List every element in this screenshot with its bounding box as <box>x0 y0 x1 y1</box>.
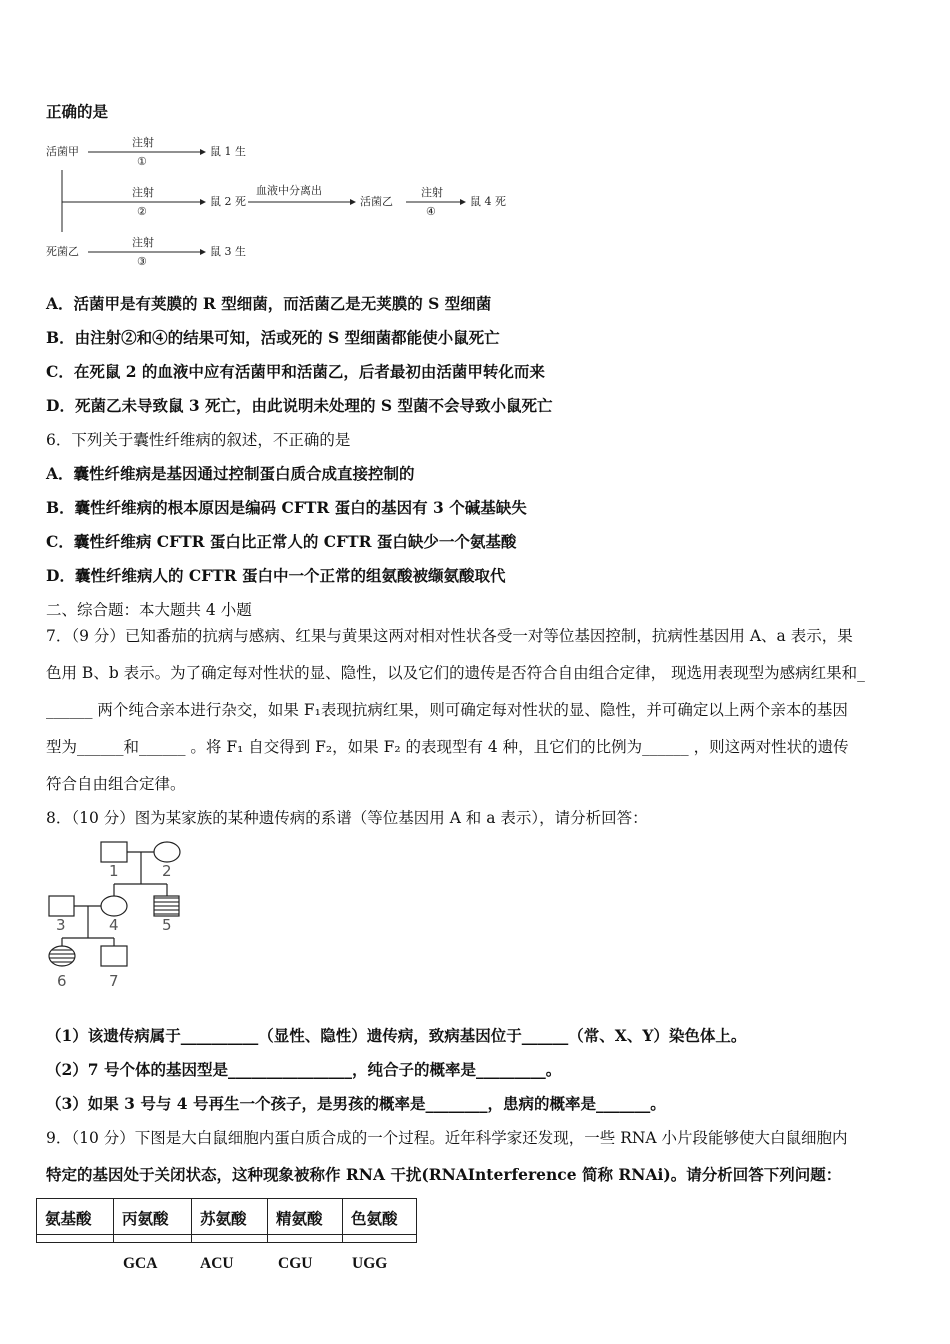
mouse-2: 鼠 2 死 <box>210 195 246 208</box>
codon-tryptophan: UGG <box>352 1255 388 1272</box>
table-cell-empty <box>268 1235 343 1243</box>
amino-acid-table <box>36 1198 417 1243</box>
step-1: ① <box>137 155 147 168</box>
mouse-1: 鼠 1 生 <box>210 145 246 158</box>
table-cell: 苏氨酸 <box>192 1199 268 1235</box>
table-cell-empty <box>114 1235 192 1243</box>
section-heading: 二、综合题：本大题共 4 小题 <box>46 601 252 619</box>
pedigree-label-5: 5 <box>162 916 172 934</box>
q6-option-d: D．囊性纤维病人的 CFTR 蛋白中一个正常的组氨酸被缬氨酸取代 <box>46 566 506 585</box>
inject-label-2: 注射 <box>132 186 154 199</box>
q8-sub-2: （2）7 号个体的基因型是________________，纯合子的概率是_________。 <box>46 1060 562 1079</box>
mouse-4: 鼠 4 死 <box>470 195 506 208</box>
individual-2-female <box>154 842 180 862</box>
q8-stem: 8．（10 分）图为某家族的某种遗传病的系谱（等位基因用 A 和 a 表示），请分析回答： <box>46 809 648 827</box>
table-cell: 色氨酸 <box>343 1199 417 1235</box>
pedigree-label-4: 4 <box>109 916 119 934</box>
q8-sub-1: （1）该遗传病属于__________（显性、隐性）遗传病，致病基因位于______（常、X、Y）染色体上。 <box>46 1026 747 1045</box>
q5-option-b: B．由注射②和④的结果可知，活或死的 S 型细菌都能使小鼠死亡 <box>46 328 500 347</box>
inject-label-3: 注射 <box>132 236 154 249</box>
pedigree-label-1: 1 <box>109 862 119 880</box>
q5-option-a: A．活菌甲是有荚膜的 R 型细菌，而活菌乙是无荚膜的 S 型细菌 <box>46 294 492 313</box>
table-cell-empty <box>192 1235 268 1243</box>
q6-stem: 6．下列关于囊性纤维病的叙述，不正确的是 <box>46 431 351 449</box>
step-4: ④ <box>426 205 436 218</box>
q7-line-3: ______ 两个纯合亲本进行杂交，如果 F₁表现抗病红果，则可确定每对性状的显、隐性，并可确定以上两个亲本的基因 <box>46 701 848 719</box>
table-cell-empty <box>343 1235 417 1243</box>
individual-5-affected-male <box>154 896 179 916</box>
inject-label-4: 注射 <box>421 186 443 199</box>
dead-bacteria-b: 死菌乙 <box>46 245 79 258</box>
q7-line-1: 7．（9 分）已知番茄的抗病与感病、红果与黄果这两对相对性状各受一对等位基因控制，抗病性基因用 A、a 表示，果 <box>46 627 853 645</box>
q7-line-4: 型为______和______ 。将 F₁ 自交得到 F₂，如果 F₂ 的表现型有 4 种，且它们的比例为______ ，则这两对性状的遗传 <box>46 738 849 756</box>
q9-line-2: 特定的基因处于关闭状态，这种现象被称作 RNA 干扰(RNAInterference 简称 RNAi)。请分析回答下列问题： <box>46 1165 842 1184</box>
step-3: ③ <box>137 255 147 268</box>
individual-4-female <box>101 896 127 916</box>
table-header-row <box>37 1199 417 1235</box>
mouse-3: 鼠 3 生 <box>210 245 246 258</box>
table-cell-empty <box>37 1235 114 1243</box>
individual-1-male <box>101 842 127 862</box>
live-bacteria-b: 活菌乙 <box>360 195 393 208</box>
pedigree-label-6: 6 <box>57 972 67 990</box>
codon-arginine: CGU <box>278 1255 313 1272</box>
q6-option-a: A．囊性纤维病是基因通过控制蛋白质合成直接控制的 <box>46 464 415 483</box>
inject-label-1: 注射 <box>132 136 154 149</box>
question-stem-tail: 正确的是 <box>46 102 109 121</box>
individual-7-male <box>101 946 127 966</box>
table-cell: 氨基酸 <box>37 1199 114 1235</box>
q6-option-c: C．囊性纤维病 CFTR 蛋白比正常人的 CFTR 蛋白缺少一个氨基酸 <box>46 532 517 551</box>
q7-line-5: 符合自由组合定律。 <box>46 775 186 793</box>
q7-line-2: 色用 B、b 表示。为了确定每对性状的显、隐性，以及它们的遗传是否符合自由组合定律， 现选用表现型为感病红果和_ <box>46 664 865 682</box>
codon-threonine: ACU <box>200 1255 234 1272</box>
q8-sub-3: （3）如果 3 号与 4 号再生一个孩子，是男孩的概率是________，患病的概率是_______。 <box>46 1094 666 1113</box>
table-cell: 丙氨酸 <box>114 1199 192 1235</box>
q5-option-d: D．死菌乙未导致鼠 3 死亡，由此说明未处理的 S 型菌不会导致小鼠死亡 <box>46 396 553 415</box>
individual-6-affected-female <box>49 946 75 966</box>
table-row <box>37 1235 417 1243</box>
q6-option-b: B．囊性纤维病的根本原因是编码 CFTR 蛋白的基因有 3 个碱基缺失 <box>46 498 527 517</box>
blood-separation-label: 血液中分离出 <box>256 184 322 197</box>
table-cell: 精氨酸 <box>268 1199 343 1235</box>
step-2: ② <box>137 205 147 218</box>
pedigree-label-2: 2 <box>162 862 172 880</box>
live-bacteria-a: 活菌甲 <box>46 145 79 158</box>
q9-line-1: 9．（10 分）下图是大白鼠细胞内蛋白质合成的一个过程。近年科学家还发现，一些 RNA 小片段能够使大白鼠细胞内 <box>46 1129 848 1147</box>
codon-alanine: GCA <box>123 1255 158 1272</box>
pedigree-label-3: 3 <box>56 916 66 934</box>
pedigree-label-7: 7 <box>109 972 119 990</box>
q5-option-c: C．在死鼠 2 的血液中应有活菌甲和活菌乙，后者最初由活菌甲转化而来 <box>46 362 545 381</box>
individual-3-male <box>49 896 74 916</box>
